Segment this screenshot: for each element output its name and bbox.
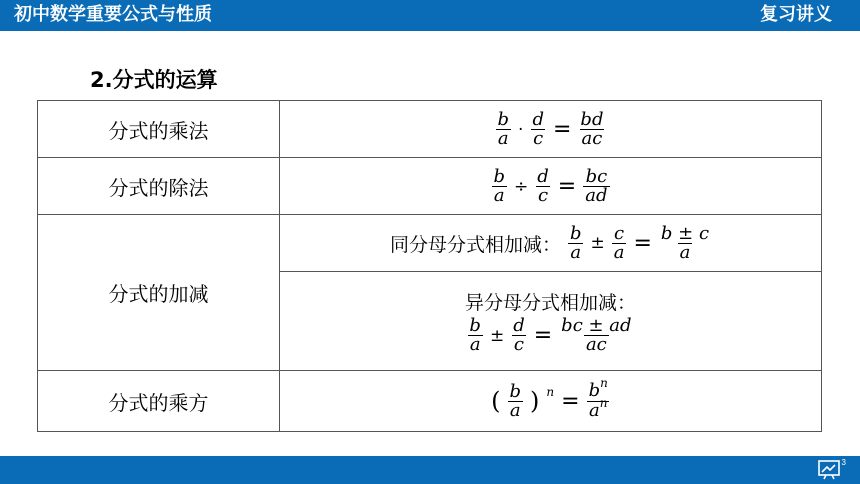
equals-sign: = <box>552 117 572 142</box>
operator: ÷ <box>514 176 529 197</box>
formula-label: 异分母分式相加减： <box>464 292 636 314</box>
exponent: n <box>599 395 608 410</box>
header-title: 初中数学重要公式与性质 <box>14 4 212 25</box>
paren: ( <box>491 387 501 415</box>
table-row <box>38 215 822 272</box>
formula-term: d <box>532 109 544 130</box>
formula-term: d <box>537 166 549 187</box>
formula-term: a <box>469 334 481 355</box>
formula-term: a <box>493 185 505 206</box>
lecture-board-icon[interactable] <box>818 460 840 480</box>
formula-term: ac <box>581 128 603 149</box>
row-label-power: 分式的乘方 <box>38 371 280 432</box>
formula-term: b <box>497 109 510 130</box>
equals-sign: = <box>557 174 577 199</box>
table-row <box>38 371 822 432</box>
formula-term: a <box>570 241 582 263</box>
formula-term: b ± c <box>660 222 710 244</box>
equals-sign: = <box>633 230 652 256</box>
formula-term: d <box>513 315 525 336</box>
equals-sign: = <box>533 323 553 348</box>
formula-term: ac <box>585 334 607 355</box>
header-bar <box>0 0 860 31</box>
exponent: n <box>600 375 608 390</box>
table-row <box>38 101 822 158</box>
formula-divide <box>280 158 822 215</box>
operator: · <box>518 119 524 140</box>
page-number: 3 <box>841 458 846 467</box>
equals-sign: = <box>561 388 580 414</box>
formula-term: b <box>588 379 601 401</box>
formula-term: b <box>509 380 522 402</box>
formula-term: a <box>613 241 625 263</box>
formula-term: bd <box>580 109 604 130</box>
formula-term: b <box>469 315 481 336</box>
section-title: 2.分式的运算 <box>90 68 218 92</box>
formula-term: c <box>614 222 625 244</box>
formula-different-denominator <box>280 272 822 371</box>
formula-term: bc <box>585 166 608 187</box>
formula-term: ad <box>585 185 608 206</box>
operator: ± <box>590 233 605 253</box>
formula-multiply <box>280 101 822 158</box>
row-label-divide: 分式的除法 <box>38 158 280 215</box>
formula-term: a <box>497 128 509 149</box>
formula-term: c <box>513 334 525 355</box>
footer-bar <box>0 456 860 484</box>
operator: ± <box>489 325 505 346</box>
fraction-operations-table <box>37 100 822 432</box>
formula-term: c <box>533 128 544 149</box>
formula-term: c <box>537 185 549 206</box>
formula-same-denominator <box>280 215 822 272</box>
formula-term: a <box>588 399 600 421</box>
exponent: n <box>546 385 555 399</box>
formula-term: bc ± ad <box>561 315 632 336</box>
row-label-multiply: 分式的乘法 <box>38 101 280 158</box>
row-label-add-subtract: 分式的加减 <box>38 215 280 371</box>
formula-power <box>280 371 822 432</box>
formula-term: a <box>509 399 521 421</box>
formula-label: 同分母分式相加减： <box>389 233 561 256</box>
header-tag: 复习讲义 <box>760 4 832 25</box>
formula-term: a <box>679 241 691 263</box>
formula-term: b <box>569 222 582 244</box>
paren: ) <box>530 387 540 415</box>
table-row <box>38 158 822 215</box>
formula-term: b <box>493 166 506 187</box>
